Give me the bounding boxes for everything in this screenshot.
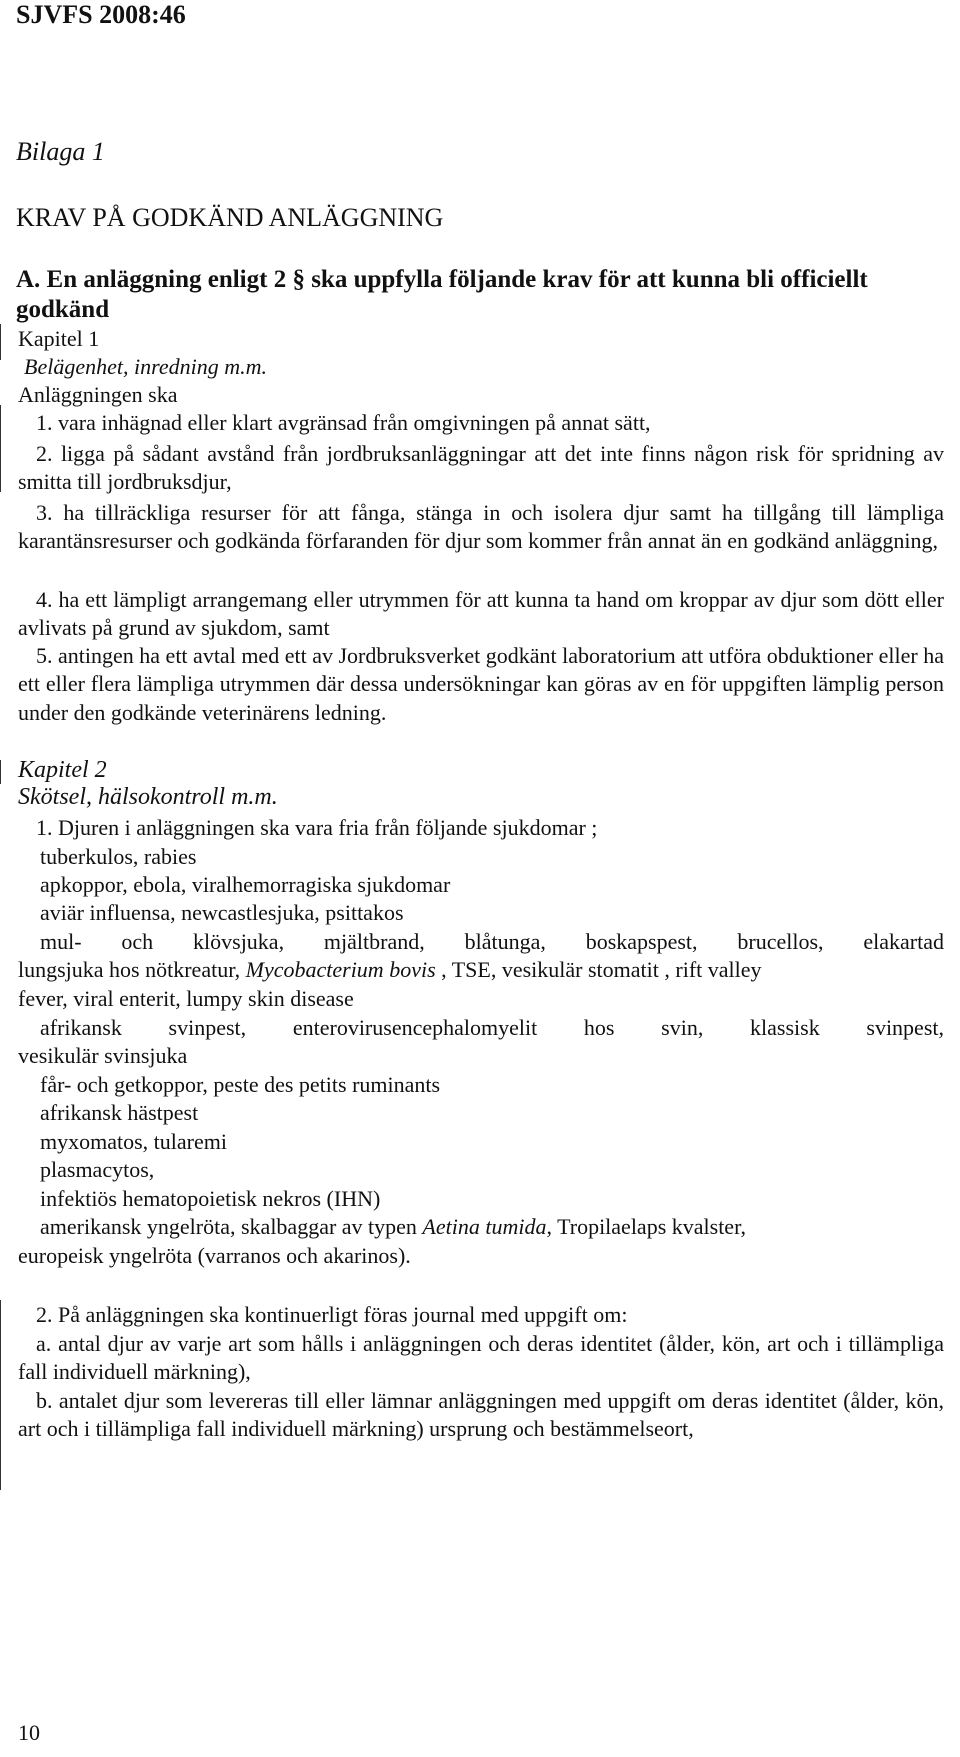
list-item: 2. På anläggningen ska kontinuerligt föras journal med uppgift om: xyxy=(36,1302,628,1327)
list-item: 1. vara inhägnad eller klart avgränsad från omgivningen på annat sätt, xyxy=(36,410,651,435)
disease-line: afrikansk svinpest, enterovirusencephalomyelit hos svin, klassisk svinpest, xyxy=(40,1015,944,1040)
document-header: SJVFS 2008:46 xyxy=(16,0,186,29)
disease-line: europeisk yngelröta (varranos och akarinos). xyxy=(18,1243,411,1268)
disease-text: lungsjuka hos nötkreatur, xyxy=(18,957,246,982)
list-item: 2. ligga på sådant avstånd från jordbruksanläggningar att det inte finns någon risk för spridning av smitta till jordbruksdjur, xyxy=(18,441,944,495)
page-number: 10 xyxy=(18,1720,40,1745)
list-item: b. antalet djur som levereras till eller lämnar anläggningen med uppgift om deras identitet (ålder, kön, art och i tillämpliga fall individuell märkning) ursprung och bestämmelseort, xyxy=(18,1388,944,1442)
list-item: 1. Djuren i anläggningen ska vara fria från följande sjukdomar ; xyxy=(36,815,598,840)
chapter-2-title: Kapitel 2 xyxy=(18,757,107,783)
chapter-1-title: Kapitel 1 xyxy=(18,326,100,351)
disease-line: aviär influensa, newcastlesjuka, psittakos xyxy=(40,900,404,925)
change-bar xyxy=(0,760,1,784)
species-name: Mycobacterium bovis xyxy=(245,957,436,982)
chapter-1-intro: Anläggningen ska xyxy=(18,382,178,407)
change-bar xyxy=(0,440,1,492)
disease-line: tuberkulos, rabies xyxy=(40,844,197,869)
section-a-heading: A. En anläggning enligt 2 § ska uppfylla följande krav för att kunna bli officiellt godkänd xyxy=(16,266,868,323)
chapter-1-subtitle: Belägenhet, inredning m.m. xyxy=(24,354,267,379)
list-item: 4. ha ett lämpligt arrangemang eller utrymmen för att kunna ta hand om kroppar av djur som dött eller avlivats på grund av sjukdom, samt xyxy=(18,587,944,641)
disease-line: fever, viral enterit, lumpy skin disease xyxy=(18,986,354,1011)
disease-line: plasmacytos, xyxy=(40,1157,155,1182)
disease-line: mul- och klövsjuka, mjältbrand, blåtunga, boskapspest, brucellos, elakartad xyxy=(40,929,944,954)
disease-line xyxy=(40,1213,944,1241)
list-item: 5. antingen ha ett avtal med ett av Jordbruksverket godkänt laboratorium att utföra obduktioner eller ha ett eller flera lämpliga utrymmen där dessa undersökningar kan göras av en för uppgiften lämplig person under den godkände veterinärens ledning. xyxy=(18,643,944,725)
disease-line: infektiös hematopoietisk nekros (IHN) xyxy=(40,1186,381,1211)
section-heading: KRAV PÅ GODKÄND ANLÄGGNING xyxy=(16,203,444,232)
disease-line: vesikulär svinsjuka xyxy=(18,1043,188,1068)
chapter-2-subtitle: Skötsel, hälsokontroll m.m. xyxy=(18,784,278,810)
change-bar xyxy=(0,1300,1,1490)
disease-line: apkoppor, ebola, viralhemorragiska sjukdomar xyxy=(40,872,451,897)
species-name: Aetina tumida xyxy=(422,1214,547,1239)
disease-line: får- och getkoppor, peste des petits ruminants xyxy=(40,1072,441,1097)
disease-line: myxomatos, tularemi xyxy=(40,1129,227,1154)
list-item: a. antal djur av varje art som hålls i anläggningen och deras identitet (ålder, kön, art och i tillämpliga fall individuell märkning), xyxy=(18,1331,944,1385)
change-bar xyxy=(0,405,1,441)
disease-line xyxy=(18,956,762,984)
disease-text: amerikansk yngelröta, skalbaggar av typen xyxy=(40,1214,423,1239)
disease-text: , Tropilaelaps kvalster, xyxy=(546,1214,747,1239)
appendix-title: Bilaga 1 xyxy=(16,137,105,166)
disease-line: afrikansk hästpest xyxy=(40,1100,199,1125)
change-bar xyxy=(0,324,1,360)
list-item: 3. ha tillräckliga resurser för att fånga, stänga in och isolera djur samt ha tillgång till lämpliga karantänsresurser och godkända förfaranden för djur som kommer från annat än en godkänd anläggning, xyxy=(18,500,944,554)
disease-text: , TSE, vesikulär stomatit , rift valley xyxy=(435,957,762,982)
